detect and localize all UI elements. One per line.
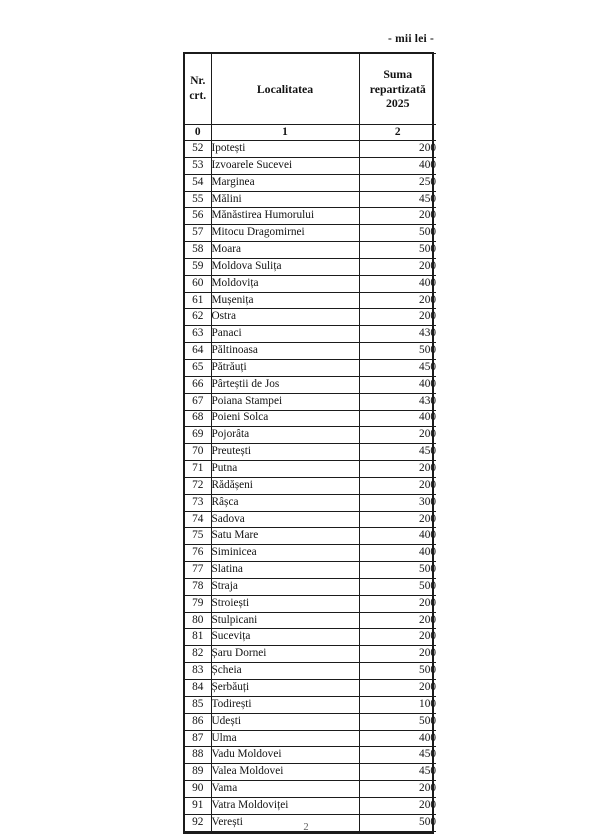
locality-name: Panaci: [211, 326, 359, 343]
table-row: [185, 545, 436, 562]
row-number: 92: [185, 814, 211, 831]
table-row: [185, 646, 436, 663]
table-row: [185, 764, 436, 781]
allocated-sum: 500: [359, 578, 436, 595]
table-row: [185, 696, 436, 713]
allocated-sum: 200: [359, 680, 436, 697]
locality-name: Satu Mare: [211, 528, 359, 545]
table-body: [185, 141, 436, 832]
locality-name: Straja: [211, 578, 359, 595]
locality-name: Todirești: [211, 696, 359, 713]
table-row: [185, 376, 436, 393]
allocated-sum: 500: [359, 713, 436, 730]
allocated-sum: 500: [359, 242, 436, 259]
locality-name: Siminicea: [211, 545, 359, 562]
allocated-sum: 500: [359, 225, 436, 242]
row-number: 79: [185, 595, 211, 612]
row-number: 62: [185, 309, 211, 326]
table-row: [185, 494, 436, 511]
locality-name: Vatra Moldoviței: [211, 797, 359, 814]
table-row: [185, 578, 436, 595]
locality-name: Păltinoasa: [211, 343, 359, 360]
allocated-sum: 500: [359, 814, 436, 831]
allocated-sum: 200: [359, 427, 436, 444]
row-number: 73: [185, 494, 211, 511]
row-number: 91: [185, 797, 211, 814]
locality-name: Mușenița: [211, 292, 359, 309]
row-number: 81: [185, 629, 211, 646]
row-number: 70: [185, 444, 211, 461]
locality-name: Udești: [211, 713, 359, 730]
locality-name: Marginea: [211, 174, 359, 191]
allocated-sum: 450: [359, 191, 436, 208]
locality-name: Moldova Sulița: [211, 258, 359, 275]
locality-name: Vama: [211, 781, 359, 798]
locality-name: Șerbăuți: [211, 680, 359, 697]
allocated-sum: 400: [359, 730, 436, 747]
allocated-sum: 450: [359, 444, 436, 461]
allocated-sum: 200: [359, 309, 436, 326]
locality-name: Verești: [211, 814, 359, 831]
locality-name: Ipotești: [211, 141, 359, 158]
row-number: 60: [185, 275, 211, 292]
allocated-sum: 400: [359, 410, 436, 427]
locality-name: Valea Moldovei: [211, 764, 359, 781]
table-row: [185, 258, 436, 275]
table-row: [185, 747, 436, 764]
allocation-table-container: [183, 52, 434, 834]
table-row: [185, 427, 436, 444]
allocated-sum: 450: [359, 359, 436, 376]
allocated-sum: 500: [359, 343, 436, 360]
row-number: 86: [185, 713, 211, 730]
locality-name: Sucevița: [211, 629, 359, 646]
locality-name: Stulpicani: [211, 612, 359, 629]
allocated-sum: 200: [359, 797, 436, 814]
row-number: 65: [185, 359, 211, 376]
locality-name: Moldovița: [211, 275, 359, 292]
allocated-sum: 400: [359, 545, 436, 562]
row-number: 54: [185, 174, 211, 191]
table-row: [185, 511, 436, 528]
allocated-sum: 200: [359, 208, 436, 225]
header-suma-line3: 2025: [385, 96, 410, 111]
row-number: 78: [185, 578, 211, 595]
allocated-sum: 200: [359, 612, 436, 629]
table-row: [185, 157, 436, 174]
table-row: [185, 663, 436, 680]
table-row: [185, 191, 436, 208]
allocated-sum: 200: [359, 477, 436, 494]
locality-name: Ulma: [211, 730, 359, 747]
allocation-table: [185, 53, 436, 832]
locality-name: Slatina: [211, 562, 359, 579]
table-row: [185, 444, 436, 461]
allocated-sum: 400: [359, 275, 436, 292]
allocated-sum: 400: [359, 528, 436, 545]
table-row: [185, 730, 436, 747]
table-row: [185, 461, 436, 478]
table-row: [185, 410, 436, 427]
locality-name: Șaru Dornei: [211, 646, 359, 663]
header-localitatea: Localitatea: [211, 54, 359, 125]
allocated-sum: 200: [359, 781, 436, 798]
row-number: 56: [185, 208, 211, 225]
row-number: 58: [185, 242, 211, 259]
column-index-2: 2: [359, 125, 436, 141]
allocated-sum: 200: [359, 629, 436, 646]
row-number: 82: [185, 646, 211, 663]
row-number: 71: [185, 461, 211, 478]
header-suma-line1: Suma: [383, 67, 413, 82]
allocated-sum: 200: [359, 141, 436, 158]
row-number: 84: [185, 680, 211, 697]
allocated-sum: 250: [359, 174, 436, 191]
allocated-sum: 200: [359, 511, 436, 528]
header-suma-line2: repartizată: [369, 81, 426, 96]
page-number: 2: [303, 822, 309, 831]
table-row: [185, 393, 436, 410]
table-row: [185, 797, 436, 814]
allocated-sum: 450: [359, 747, 436, 764]
header-row-titles: [185, 54, 436, 125]
row-number: 74: [185, 511, 211, 528]
table-row: [185, 612, 436, 629]
table-header: [185, 54, 436, 125]
table-row: [185, 309, 436, 326]
row-number: 69: [185, 427, 211, 444]
table-row: [185, 174, 436, 191]
header-suma-repartizata: [359, 54, 436, 125]
table-row: [185, 275, 436, 292]
table-row: [185, 242, 436, 259]
locality-name: Rădășeni: [211, 477, 359, 494]
locality-name: Poiana Stampei: [211, 393, 359, 410]
row-number: 75: [185, 528, 211, 545]
row-number: 90: [185, 781, 211, 798]
locality-name: Mănăstirea Humorului: [211, 208, 359, 225]
row-number: 77: [185, 562, 211, 579]
allocated-sum: 200: [359, 461, 436, 478]
row-number: 89: [185, 764, 211, 781]
allocated-sum: 200: [359, 595, 436, 612]
row-number: 88: [185, 747, 211, 764]
table-row: [185, 595, 436, 612]
row-number: 64: [185, 343, 211, 360]
allocated-sum: 400: [359, 157, 436, 174]
locality-name: Mitocu Dragomirnei: [211, 225, 359, 242]
table-row: [185, 781, 436, 798]
row-number: 57: [185, 225, 211, 242]
unit-caption: - mii lei -: [388, 33, 434, 45]
locality-name: Putna: [211, 461, 359, 478]
locality-name: Preutești: [211, 444, 359, 461]
allocated-sum: 400: [359, 376, 436, 393]
header-nr-crt-line2: crt.: [189, 90, 207, 102]
row-number: 85: [185, 696, 211, 713]
allocated-sum: 500: [359, 663, 436, 680]
row-number: 52: [185, 141, 211, 158]
locality-name: Poieni Solca: [211, 410, 359, 427]
header-row-column-numbers: [185, 125, 436, 141]
row-number: 66: [185, 376, 211, 393]
table-row: [185, 629, 436, 646]
locality-name: Ostra: [211, 309, 359, 326]
header-nr-crt: [185, 54, 211, 125]
row-number: 61: [185, 292, 211, 309]
table-row: [185, 326, 436, 343]
locality-name: Râșca: [211, 494, 359, 511]
row-number: 87: [185, 730, 211, 747]
row-number: 55: [185, 191, 211, 208]
locality-name: Moara: [211, 242, 359, 259]
row-number: 72: [185, 477, 211, 494]
row-number: 59: [185, 258, 211, 275]
table-row: [185, 528, 436, 545]
locality-name: Izvoarele Sucevei: [211, 157, 359, 174]
allocated-sum: 300: [359, 494, 436, 511]
table-row: [185, 208, 436, 225]
row-number: 68: [185, 410, 211, 427]
row-number: 80: [185, 612, 211, 629]
table-row: [185, 292, 436, 309]
column-index-1: 1: [211, 125, 359, 141]
locality-name: Stroiești: [211, 595, 359, 612]
allocated-sum: 500: [359, 562, 436, 579]
locality-name: Șcheia: [211, 663, 359, 680]
allocated-sum: 200: [359, 258, 436, 275]
locality-name: Sadova: [211, 511, 359, 528]
allocated-sum: 200: [359, 646, 436, 663]
table-row: [185, 680, 436, 697]
allocated-sum: 430: [359, 393, 436, 410]
allocated-sum: 100: [359, 696, 436, 713]
table-row: [185, 477, 436, 494]
allocated-sum: 430: [359, 326, 436, 343]
header-nr-crt-line1: Nr.: [190, 75, 206, 88]
allocated-sum: 200: [359, 292, 436, 309]
allocated-sum: 450: [359, 764, 436, 781]
table-row: [185, 225, 436, 242]
row-number: 53: [185, 157, 211, 174]
row-number: 83: [185, 663, 211, 680]
table-row: [185, 713, 436, 730]
table-column-index-header: [185, 125, 436, 141]
column-index-0: 0: [185, 125, 211, 141]
locality-name: Pârteștii de Jos: [211, 376, 359, 393]
locality-name: Mălini: [211, 191, 359, 208]
row-number: 67: [185, 393, 211, 410]
table-row: [185, 359, 436, 376]
table-row: [185, 141, 436, 158]
table-row: [185, 343, 436, 360]
locality-name: Vadu Moldovei: [211, 747, 359, 764]
table-row: [185, 562, 436, 579]
row-number: 63: [185, 326, 211, 343]
locality-name: Pojorâta: [211, 427, 359, 444]
locality-name: Pătrăuți: [211, 359, 359, 376]
row-number: 76: [185, 545, 211, 562]
